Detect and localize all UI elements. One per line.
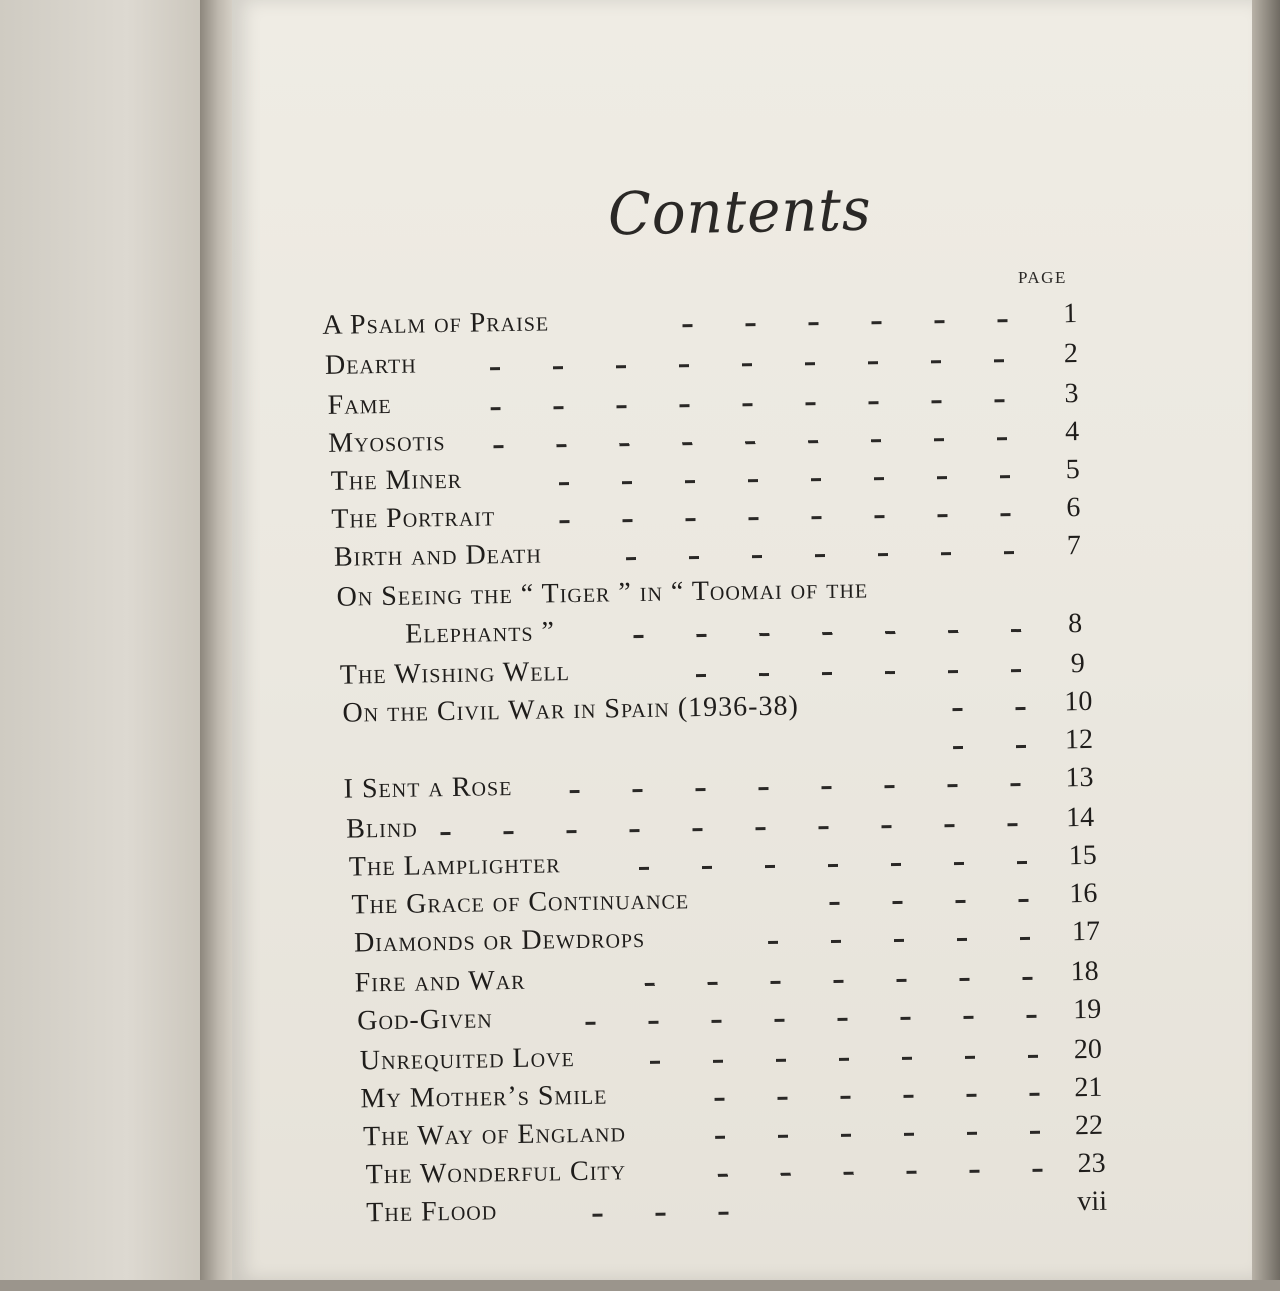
toc-entry-title: The Grace of Continuance — [351, 884, 690, 921]
toc-entry-page: 22 — [1074, 1109, 1104, 1142]
toc-entry-page: 7 — [1066, 530, 1082, 562]
toc-entry-page: 8 — [1067, 608, 1083, 640]
toc-entry-title: Birth and Death — [333, 538, 543, 573]
toc-entry-title: The Portrait — [331, 501, 496, 535]
toc-entry-title: On the Civil War in Spain (1936-38) — [342, 690, 800, 729]
toc-leader — [491, 399, 1028, 410]
toc-leader — [682, 319, 1022, 327]
toc-entry-page: 14 — [1065, 801, 1095, 834]
toc-entry-title: God-Given — [357, 1003, 493, 1037]
toc-entry-title: The Wonderful City — [365, 1155, 627, 1191]
toc-entry-title: Fire and War — [354, 964, 526, 999]
toc-entry-page: 12 — [1064, 723, 1094, 756]
toc-entry-page: 20 — [1073, 1033, 1103, 1066]
toc-entry-title: Fame — [327, 388, 392, 421]
toc-entry-title: The Way of England — [362, 1117, 627, 1153]
toc-leader — [715, 1130, 1063, 1138]
toc-entry-page: 13 — [1065, 761, 1094, 794]
toc-entry-page: 2 — [1063, 338, 1079, 370]
toc-entry-title: On Seeing the “ Tiger ” in “ Toomai of the — [336, 573, 869, 613]
toc-entry-page: 4 — [1064, 416, 1080, 448]
page-title: Contents — [607, 175, 873, 250]
toc-leader — [829, 899, 1051, 905]
toc-entry-title: The Wishing Well — [339, 656, 571, 691]
toc-leader — [626, 551, 1034, 560]
toc-leader — [440, 823, 1046, 836]
toc-leader — [696, 669, 1040, 677]
toc-leader — [952, 707, 1042, 711]
toc-leader — [570, 783, 1044, 793]
toc-leader — [953, 745, 1043, 749]
toc-entry-page: 15 — [1068, 839, 1098, 872]
toc-leader — [715, 1092, 1061, 1100]
toc-entry-title: Myosotis — [327, 426, 446, 459]
toc-entry-title: Dearth — [324, 348, 417, 381]
toc-entry-title: Blind — [346, 812, 418, 845]
toc-leader — [639, 861, 1049, 870]
toc-leader — [493, 437, 1028, 448]
toc-leader — [650, 1054, 1060, 1063]
toc-entry-title: The Flood — [366, 1195, 498, 1229]
toc-leader — [718, 1168, 1066, 1176]
toc-entry-title: The Miner — [330, 463, 463, 497]
toc-entry-title: Elephants ” — [404, 616, 556, 650]
toc-entry-page: 10 — [1064, 685, 1093, 718]
page-folio: vii — [1077, 1185, 1108, 1218]
toc-leader — [633, 629, 1033, 638]
toc-leader — [559, 475, 1031, 485]
toc-entry-page: 3 — [1064, 378, 1079, 410]
toc-entry-page: 1 — [1063, 298, 1078, 330]
toc-entry-page: 5 — [1065, 454, 1080, 486]
page-column-label: PAGE — [1018, 268, 1067, 287]
toc-leader — [645, 977, 1055, 986]
toc-leader — [585, 1014, 1057, 1024]
toc-leader — [592, 1211, 754, 1217]
toc-entry-page: 21 — [1074, 1071, 1103, 1104]
toc-entry-page: 18 — [1070, 955, 1099, 988]
toc-entry-page: 23 — [1077, 1147, 1106, 1180]
toc-entry-page: 17 — [1071, 915, 1101, 948]
toc-entry-title: The Lamplighter — [348, 848, 561, 883]
toc-entry-title: Unrequited Love — [359, 1042, 575, 1077]
toc-entry-page: 19 — [1072, 993, 1102, 1026]
toc-leader — [768, 937, 1054, 944]
toc-leader — [559, 513, 1031, 523]
toc-entry-title: A Psalm of Praise — [322, 306, 550, 341]
toc-entry-page: 6 — [1066, 492, 1081, 524]
toc-entry-page: 9 — [1070, 648, 1086, 680]
toc-entry-title: My Mother’s Smile — [360, 1079, 608, 1115]
toc-entry-title: I Sent a Rose — [343, 771, 513, 805]
toc-entry-page: 16 — [1069, 877, 1098, 910]
toc-leader — [490, 359, 1025, 370]
toc-entry-title: Diamonds or Dewdrops — [353, 922, 646, 959]
